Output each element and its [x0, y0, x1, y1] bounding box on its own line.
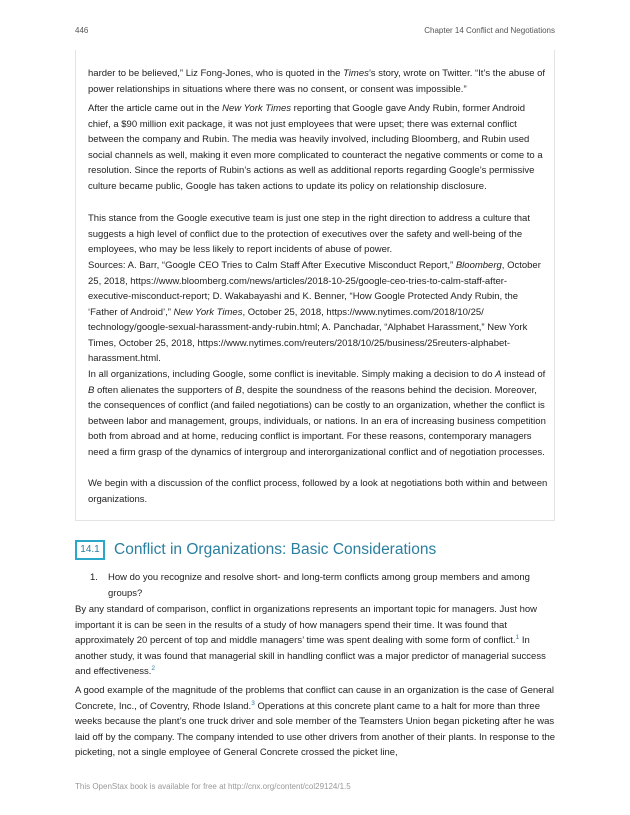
objective-number: 1. — [90, 572, 98, 583]
section-number-badge: 14.1 — [75, 540, 105, 560]
learning-objective — [90, 570, 540, 601]
box-paragraph-3: This stance from the Google executive team is just one step in the right direction to address a culture that suggests a high level of conflict due to the protection of executives over the safety and well-being of the employees, who may be less likely to report incidents of abuse of power. — [88, 213, 530, 255]
section-title: Conflict in Organizations: Basic Considerations — [114, 541, 437, 558]
box-paragraph-4: In all organizations, including Google, some conflict is inevitable. Simply making a decision to do A instead of B often alienates the supporters of B, despite the soundness of the reasons behind the decision. Moreover, the consequences of conflict (and failed negotiations) can be costly to an organization, whether the conflict is between labor and management, groups, individuals, or nations. In an era of increasing business competition both from abroad and at home, reducing conflict is important. For these reasons, contemporary managers need a firm grasp of the dynamics of intergroup and interorganizational conflict and of negotiation processes. — [88, 369, 546, 458]
page-footer: This OpenStax book is available for free at http://cnx.org/content/col29124/1.5 — [75, 782, 351, 791]
page-header — [75, 26, 555, 35]
footnote-link-3[interactable]: 3 — [251, 699, 255, 707]
objective-text: How do you recognize and resolve short- and long-term conflicts among group members and among groups? — [108, 572, 530, 599]
box-paragraph-5: We begin with a discussion of the conflict process, followed by a look at negotiations both within and between organizations. — [88, 478, 548, 505]
box-sources: Sources: A. Barr, “Google CEO Tries to Calm Staff After Executive Misconduct Report,” Bloomberg, October 25, 2018, https://www.bloomberg.com/news/articles/2018-10-25/google-ceo-tries-to-calm-staff-after-executive-misconduct-report; D. Wakabayashi and K. Benner, “How Google Protected Andy Rubin, the ‘Father of Android’,” New York Times, October 25, 2018, https://www.nytimes.com/2018/10/25/ technology/google-sexual-harassment-andy-rubin.html; A. Panchadar, “Alphabet Harassment,” New York Times, October 25, 2018, https://www.nytimes.com/reuters/2018/10/25/business/25reuters-alphabet-harassment.html. — [88, 260, 541, 364]
body-paragraph-2: A good example of the magnitude of the problems that conflict can cause in an organization is the case of General Concrete, Inc., of Coventry, Rhode Island.$^3$ Operations at this concrete plant came to a halt for more than three weeks because the plant’s one truck driver and sole member of the Teamsters Union began picketing after he was laid off by the company. The company intended to use other drivers from another of their plants. In response to the picketing, not a single employee of General Concrete crossed the picket line, — [75, 685, 556, 758]
footnote-link-2[interactable]: 2 — [151, 664, 156, 672]
chapter-title: Chapter 14 Conflict and Negotiations — [424, 26, 555, 35]
body-paragraph-1: By any standard of comparison, conflict in organizations represents an important topic for managers. Just how important it is can be seen in the results of a study of how managers spend their time. It was found that approximately 20 percent of top and middle managers’ time was spent dealing with some form of conflict.$^1$ In another study, it was found that managerial skill in handling conflict was a major predictor of managerial success and effectiveness.$^2$ — [75, 604, 546, 677]
footnote-link-1[interactable]: 1 — [515, 633, 520, 641]
box-paragraph-2: After the article came out in the New York Times reporting that Google gave Andy Rubin, former Android chief, a $90 million exit package, it was not just employees that were upset; there was external conflict between the company and Rubin. The media was heavily involved, including Bloomberg, and Rubin used social channels as well, making it even more complicated to counteract the negative comments or come to a resolution. Since the reports of Rubin’s actions as well as additional reports regarding Google’s permissive culture became public, Google has taken actions to update its policy on relationship disclosure. — [88, 103, 543, 192]
box-paragraph-1: harder to be believed,” Liz Fong-Jones, who is quoted in the Times’s story, wrote on Twitter. “It’s the abuse of power relationships in situations where there was no consent, or consent was impossible.” — [88, 68, 546, 95]
page-number: 446 — [75, 26, 89, 35]
